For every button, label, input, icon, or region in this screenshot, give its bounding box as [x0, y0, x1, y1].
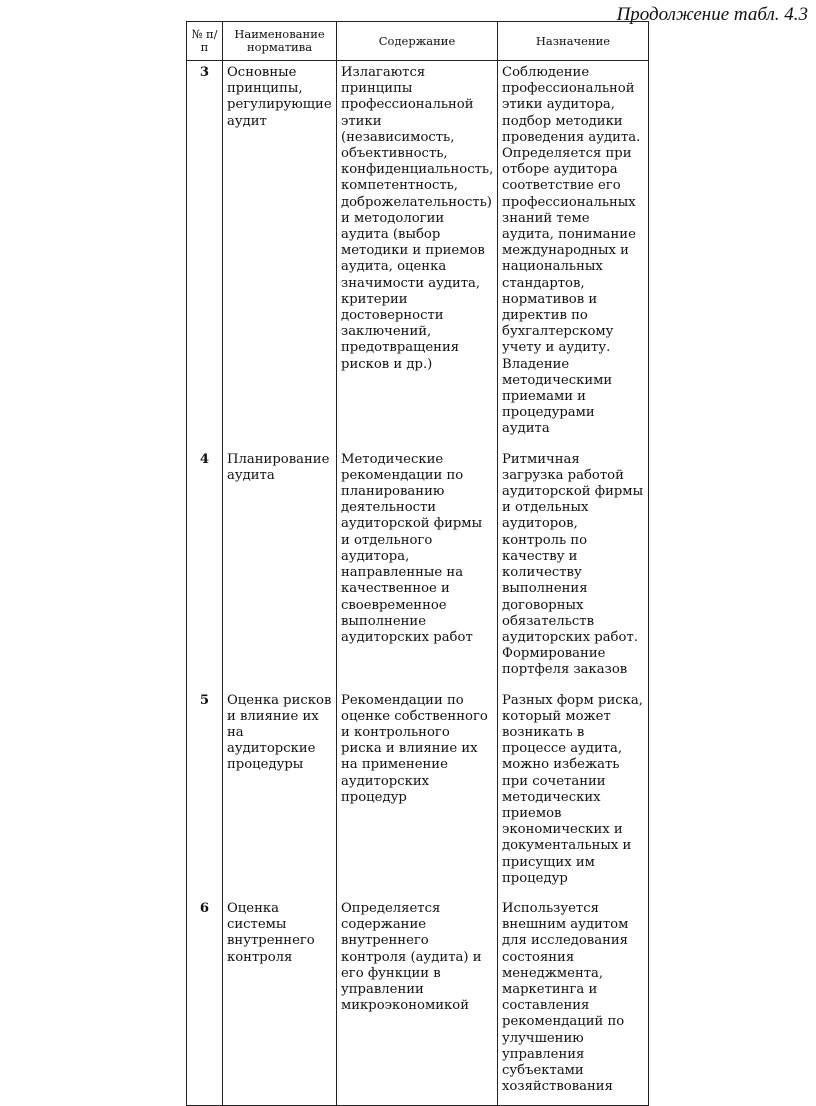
row-purpose: Соблюдение профессиональной этики аудитора, подбор методики проведения аудита. Определяется при отборе аудитора соответствие его профессиональных знаний теме аудита, понимание международных и национальных стандартов, нормативов и директив по бухгалтерскому учету и аудиту. Владение методическими приемами и процедурами аудита [498, 61, 649, 448]
row-name: Оценка системы внутреннего контроля [223, 897, 337, 1106]
row-content: Методические рекомендации по планированию деятельности аудиторской фирмы и отдельного аудитора, направленные на качественное и своевременное выполнение аудиторских работ [337, 448, 498, 689]
table-row [187, 897, 649, 1106]
row-purpose: Используется внешним аудитом для исследования состояния менеджмента, маркетинга и составления рекомендаций по улучшению управления субъектами хозяйствования [498, 897, 649, 1106]
row-purpose: Разных форм риска, который может возникать в процессе аудита, можно избежать при сочетании методических приемов экономических и документальных и присущих им процедур [498, 689, 649, 897]
header-content: Содержание [337, 22, 498, 61]
row-purpose: Ритмичная загрузка работой аудиторской фирмы и отдельных аудиторов, контроль по качеству и количеству выполнения договорных обязательств аудиторских работ. Формирование портфеля заказов [498, 448, 649, 689]
row-number: 6 [187, 897, 223, 1106]
table-continuation-caption: Продолжение табл. 4.3 [616, 4, 808, 25]
row-content: Излагаются принципы профессиональной этики (независимость, объективность, конфиденциальность, компетентность, доброжелательность) и методологии аудита (выбор методики и приемов аудита, оценка значимости аудита, критерии достоверности заключений, предотвращения рисков и др.) [337, 61, 498, 448]
table-row [187, 61, 649, 448]
row-name: Планирование аудита [223, 448, 337, 689]
row-name: Основные принципы, регулирующие аудит [223, 61, 337, 448]
table-row [187, 448, 649, 689]
row-number: 3 [187, 61, 223, 448]
row-number: 5 [187, 689, 223, 897]
row-content: Определяется содержание внутреннего контроля (аудита) и его функции в управлении микроэкономикой [337, 897, 498, 1106]
row-number: 4 [187, 448, 223, 689]
row-name: Оценка рисков и влияние их на аудиторские процедуры [223, 689, 337, 897]
table-row [187, 689, 649, 897]
header-number: № п/п [187, 22, 223, 61]
row-content: Рекомендации по оценке собственного и контрольного риска и влияние их на применение аудиторских процедур [337, 689, 498, 897]
table-header-row [187, 22, 649, 61]
standards-table [186, 21, 649, 1106]
header-name: Наименование норматива [223, 22, 337, 61]
header-purpose: Назначение [498, 22, 649, 61]
